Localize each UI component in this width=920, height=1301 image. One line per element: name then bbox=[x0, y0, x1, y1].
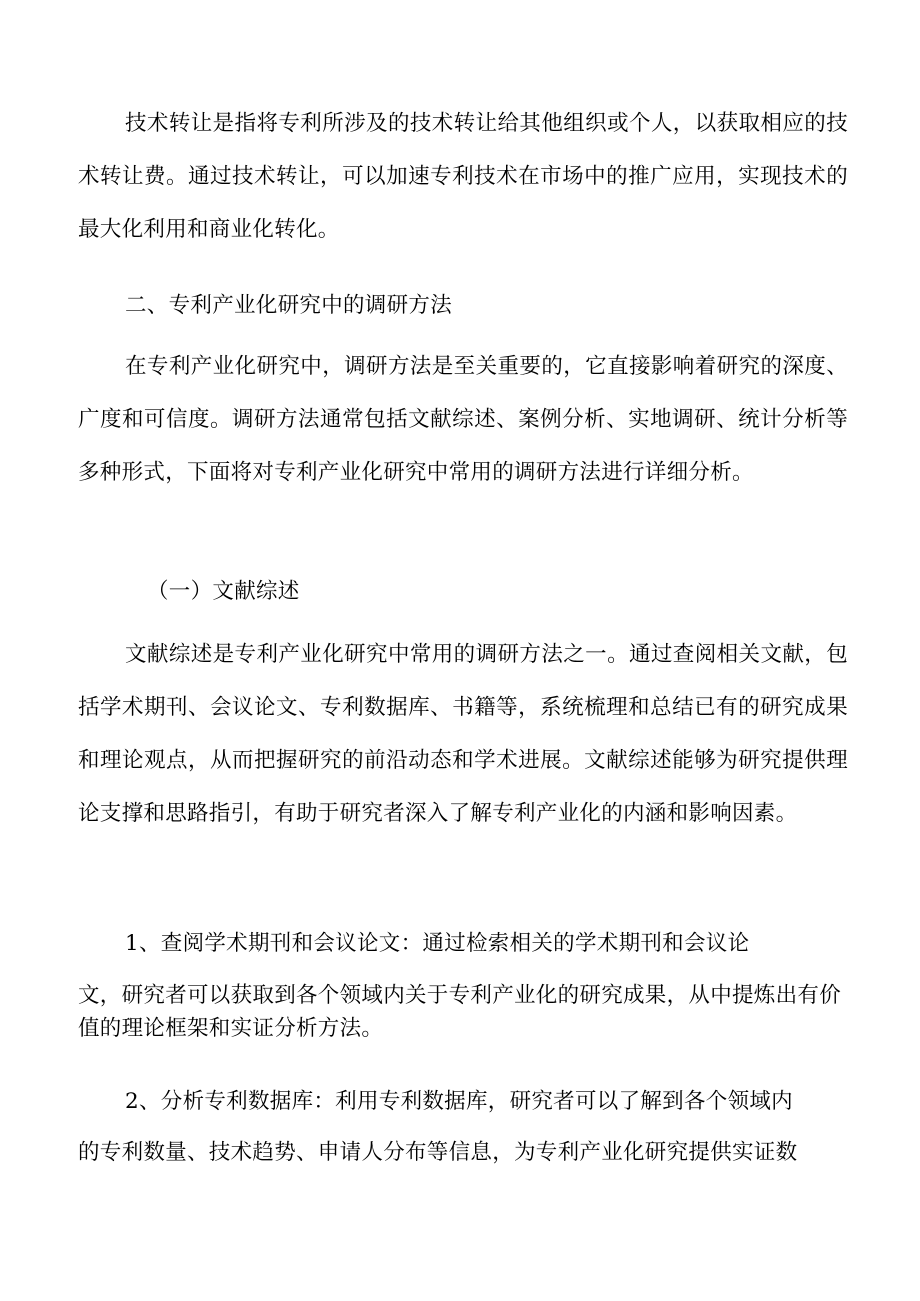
list-item-1-continuation: 文，研究者可以获取到各个领域内关于专利产业化的研究成果，从中提炼出有价值的理论框架和实证分析方法。 bbox=[78, 983, 842, 1041]
subsection-heading-literature-review: （一）文献综述 bbox=[147, 579, 300, 604]
section-heading-research-methods: 二、专利产业化研究中的调研方法 bbox=[125, 293, 453, 318]
list-item-1-first-line: 1、查阅学术期刊和会议论文：通过检索相关的学术期刊和会议论 bbox=[125, 931, 750, 956]
paragraph-research-methods-intro: 在专利产业化研究中，调研方法是至关重要的，它直接影响着研究的深度、广度和可信度。调研方法通常包括文献综述、案例分析、实地调研、统计分析等多种形式，下面将对专利产业化研究中常用的调研方法进行详细分析。 bbox=[78, 354, 848, 485]
list-item-2-first-line: 2、分析专利数据库：利用专利数据库，研究者可以了解到各个领域内 bbox=[125, 1089, 793, 1114]
paragraph-technology-transfer: 技术转让是指将专利所涉及的技术转让给其他组织或个人，以获取相应的技术转让费。通过技术转让，可以加速专利技术在市场中的推广应用，实现技术的最大化利用和商业化转化。 bbox=[78, 111, 848, 242]
paragraph-literature-review: 文献综述是专利产业化研究中常用的调研方法之一。通过查阅相关文献，包括学术期刊、会议论文、专利数据库、书籍等，系统梳理和总结已有的研究成果和理论观点，从而把握研究的前沿动态和学术进展。文献综述能够为研究提供理论支撑和思路指引，有助于研究者深入了解专利产业化的内涵和影响因素。 bbox=[78, 642, 848, 826]
list-item-2-continuation: 的专利数量、技术趋势、申请人分布等信息，为专利产业化研究提供实证数 bbox=[78, 1140, 798, 1165]
